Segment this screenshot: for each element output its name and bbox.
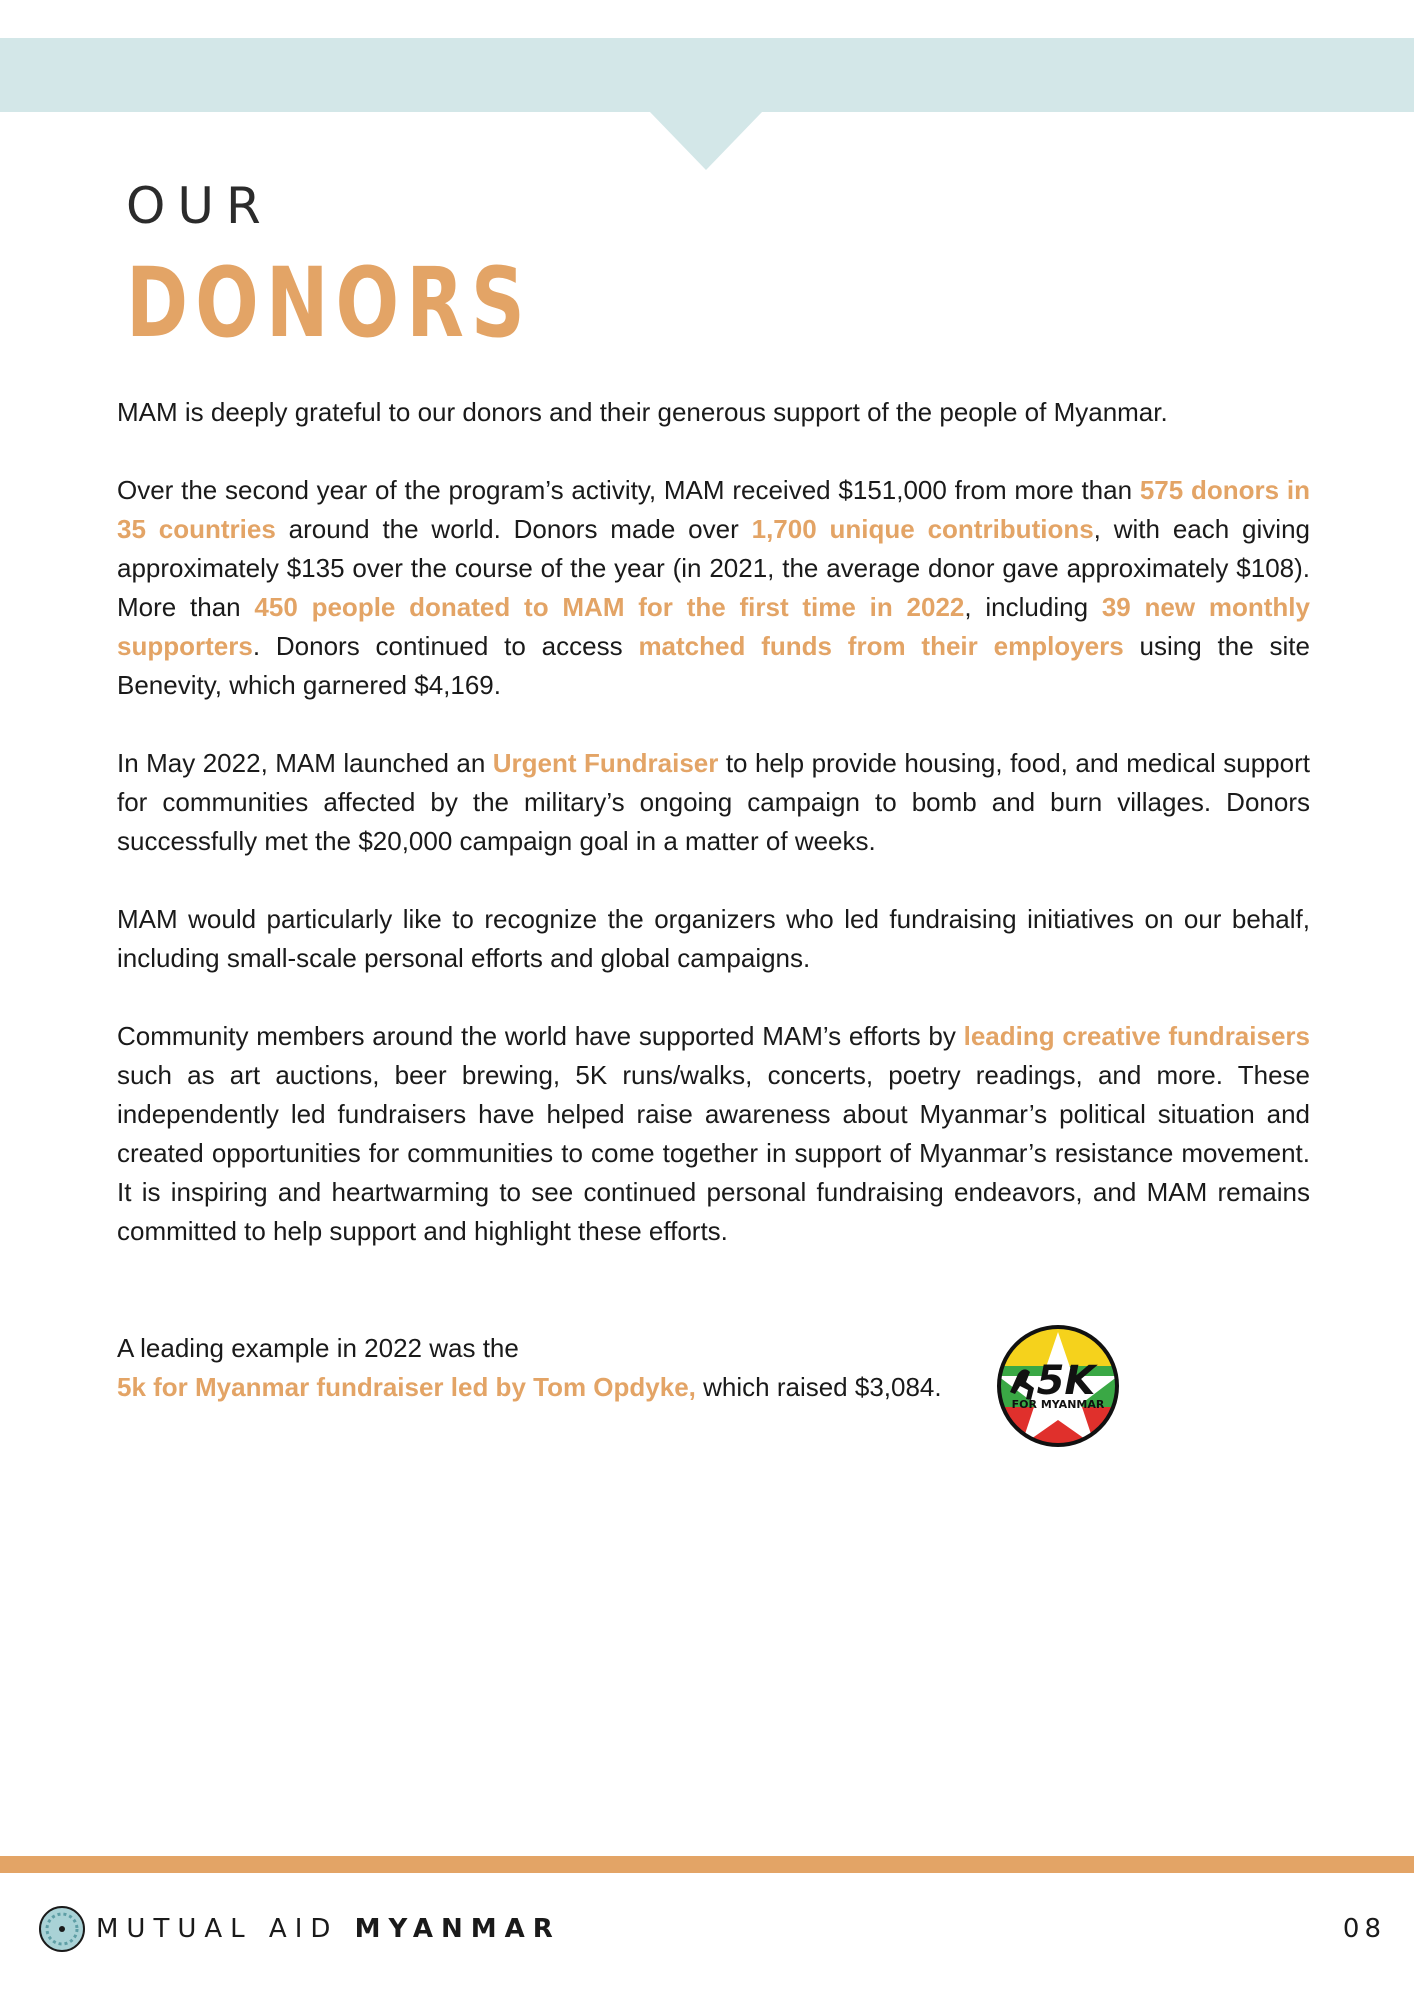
text-run: , including (964, 592, 1102, 622)
text-run: such as art auctions, beer brewing, 5K runs/walks, concerts, poetry readings, and more. These independently led fundraisers have helped raise awareness about Myanmar’s political situation and created opportunities for communities to come together in support of Myanmar’s resistance movement. It is inspiring and heartwarming to see continued personal fundraising endeavors, and MAM remains committed to help support and highlight these efforts. (117, 1060, 1310, 1246)
highlight-new-donors: 450 people donated to MAM for the first time in 2022 (254, 592, 965, 622)
text-run: Community members around the world have supported MAM’s efforts by (117, 1021, 964, 1051)
footer-band (0, 1856, 1414, 1873)
5k-for-myanmar-logo (996, 1324, 1120, 1448)
text-run: . Donors continued to access (252, 631, 639, 661)
text-run: Over the second year of the program’s activity, MAM received $151,000 from more than (117, 475, 1140, 505)
example-block (117, 1329, 942, 1407)
highlight-urgent-fundraiser: Urgent Fundraiser (492, 748, 719, 778)
highlight-contributions: 1,700 unique contributions (751, 514, 1094, 544)
text-run: using the site Benevity, which garnered $4,169. (117, 631, 1310, 700)
example-tail: which raised $3,084. (695, 1372, 942, 1402)
highlight-matched-funds: matched funds from their employers (638, 631, 1124, 661)
badge-5k: 5K (1036, 1358, 1096, 1404)
paragraph-community (117, 1017, 1310, 1251)
text-run: In May 2022, MAM launched an (117, 748, 493, 778)
header-band (0, 38, 1414, 112)
example-line: A leading example in 2022 was the (117, 1333, 519, 1363)
paragraph-donor-stats (117, 471, 1310, 705)
5k-fundraiser-link[interactable]: 5k for Myanmar fundraiser led by Tom Opdyke, (117, 1372, 696, 1402)
text-run: to help provide housing, food, and medical support for communities affected by the military’s ongoing campaign to bomb and burn villages. Donors successfully met the $20,000 campaign goal in a matter of weeks. (117, 748, 1310, 856)
paragraph-urgent-fundraiser (117, 744, 1310, 861)
brand-myanmar: MYANMAR (354, 1914, 561, 1944)
highlight-creative-fundraisers: leading creative fundraisers (963, 1021, 1310, 1051)
body-text (117, 393, 1310, 1290)
paragraph-intro: MAM is deeply grateful to our donors and their generous support of the people of Myanmar. (117, 397, 1168, 427)
paragraph-organizers: MAM would particularly like to recognize the organizers who led fundraising initiatives on our behalf, including small-scale personal efforts and global campaigns. (117, 904, 1310, 973)
highlight-monthly-supporters: 39 new monthly supporters (117, 592, 1310, 661)
mutual-aid-myanmar-logo-icon (38, 1905, 86, 1953)
brand-mutual-aid: MUTUAL AID (96, 1914, 339, 1944)
highlight-donors-countries: 575 donors in 35 countries (117, 475, 1310, 544)
page-number: 08 (1342, 1914, 1386, 1944)
title-our: OUR (126, 177, 273, 235)
example-link-line (117, 1368, 942, 1407)
header-notch (650, 112, 762, 170)
badge-for-myanmar: FOR MYANMAR (1011, 1398, 1105, 1411)
text-run: , with each giving approximately $135 over the course of the year (in 2021, the average donor gave approximately $108). More than (117, 514, 1310, 622)
title-donors: DONORS (126, 247, 532, 359)
footer-brand (96, 1912, 561, 1946)
text-run: around the world. Donors made over (275, 514, 752, 544)
